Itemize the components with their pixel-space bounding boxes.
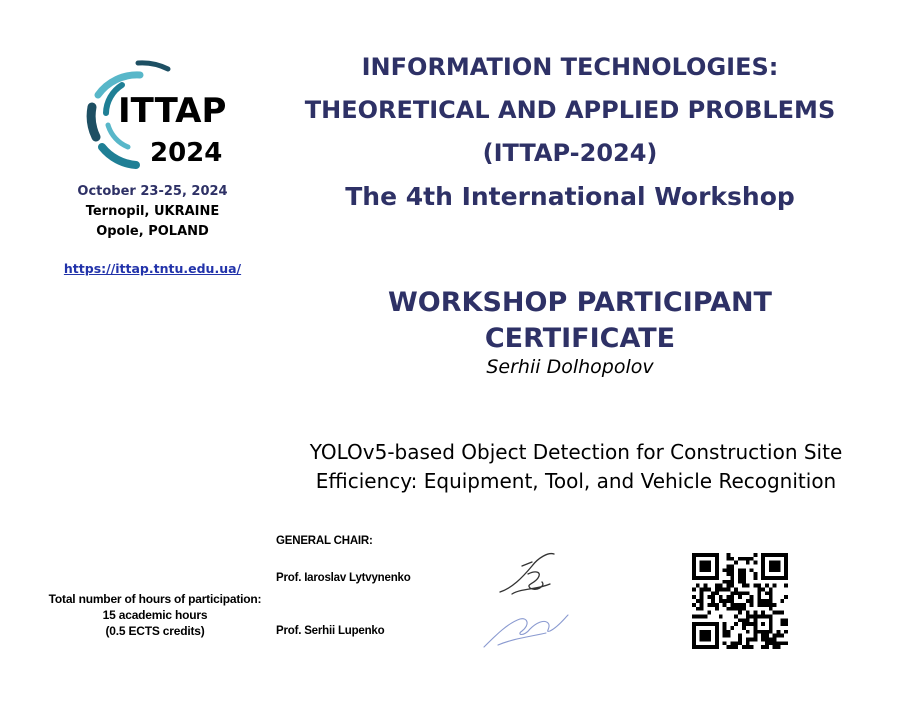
- general-chair-label: GENERAL CHAIR:: [276, 535, 373, 547]
- qr-code-icon: [692, 553, 788, 649]
- participation-hours: [40, 591, 270, 639]
- event-location-1: Ternopil, UKRAINE: [85, 204, 220, 219]
- event-link[interactable]: https://ittap.tntu.edu.ua/: [63, 261, 242, 276]
- signature-1-icon: [492, 548, 562, 600]
- heading-line-3: (ITTAP-2024): [482, 139, 658, 167]
- paper-title-line-1: YOLOv5-based Object Detection for Construction Site: [309, 440, 843, 464]
- signature-2-icon: [478, 605, 573, 655]
- ittap-logo: [78, 55, 238, 173]
- participant-name: Serhii Dolhopolov: [486, 356, 654, 378]
- hours-line-3: (0.5 ECTS credits): [105, 624, 205, 638]
- heading-line-1: INFORMATION TECHNOLOGIES:: [361, 53, 779, 81]
- heading-line-2: THEORETICAL AND APPLIED PROBLEMS: [304, 96, 836, 124]
- event-location-2: Opole, POLAND: [96, 224, 209, 239]
- paper-title: [290, 438, 862, 496]
- certificate-title: WORKSHOP PARTICIPANT CERTIFICATE: [388, 287, 772, 354]
- chair-name-1: Prof. Iaroslav Lytvynenko: [276, 572, 411, 584]
- logo-name: ITTAP: [118, 91, 227, 131]
- heading-line-4: The 4th International Workshop: [345, 182, 795, 211]
- hours-line-2: 15 academic hours: [102, 608, 208, 622]
- paper-title-line-2: Efficiency: Equipment, Tool, and Vehicle Recognition: [315, 469, 837, 493]
- workshop-heading: [290, 46, 850, 218]
- event-dates: October 23-25, 2024: [77, 184, 228, 199]
- logo-year: 2024: [150, 138, 223, 168]
- hours-line-1: Total number of hours of participation:: [48, 592, 262, 606]
- chair-name-2: Prof. Serhii Lupenko: [276, 625, 385, 637]
